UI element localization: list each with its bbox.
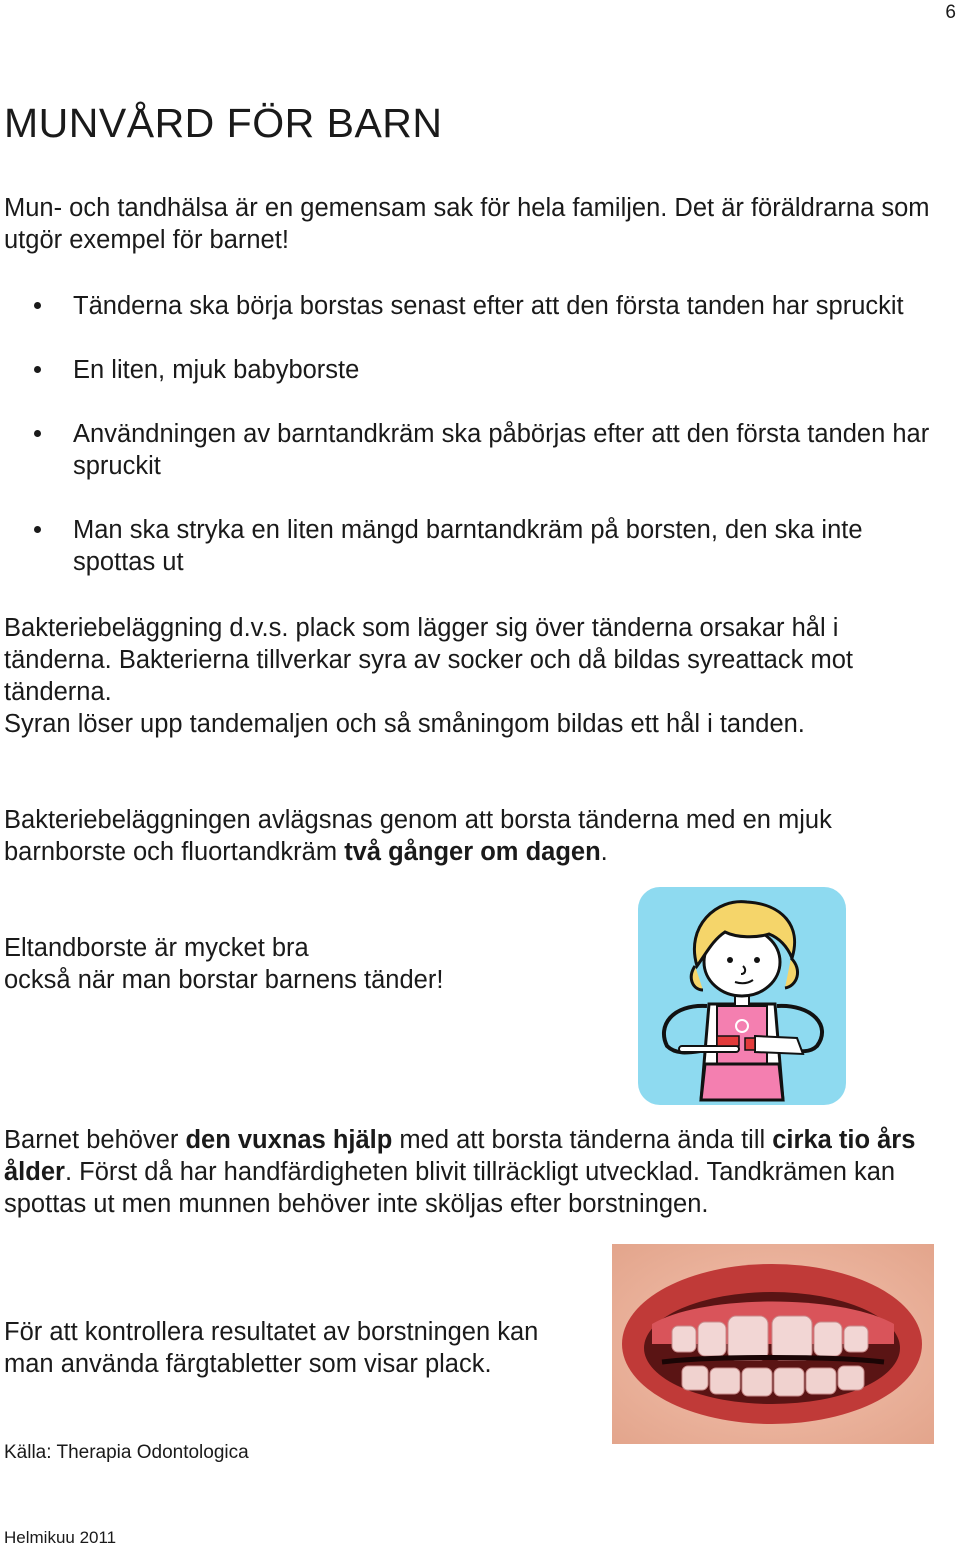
page-number: 6 (945, 2, 956, 23)
child-brushing-illustration (637, 886, 847, 1106)
page-title: MUNVÅRD FÖR BARN (4, 100, 443, 146)
bullet-item: Tänderna ska börja borstas senast efter att den första tanden har spruckit (0, 290, 950, 322)
bullet-dot-icon (34, 302, 41, 309)
bullet-dot-icon (34, 366, 41, 373)
electric-toothbrush-paragraph: Eltandborste är mycket bra också när man borstar barnens tänder! (4, 934, 444, 994)
bullet-item: Användningen av barntandkräm ska påbörjas efter att den första tanden har spruckit (0, 418, 950, 482)
disclosing-tablets-paragraph: För att kontrollera resultatet av borstningen kan man använda färgtabletter som visar plack. (4, 1318, 539, 1378)
source-citation: Källa: Therapia Odontologica (4, 1442, 249, 1463)
bullet-item: En liten, mjuk babyborste (0, 354, 950, 386)
removal-paragraph: Bakteriebeläggningen avlägsnas genom att borsta tänderna med en mjuk barnborste och fluortandkräm två gånger om dagen. (4, 806, 832, 866)
bullet-dot-icon (34, 526, 41, 533)
adult-help-paragraph: Barnet behöver den vuxnas hjälp med att borsta tänderna ända till cirka tio års ålder. Först då har handfärdigheten blivit tillräckligt utvecklad. Tandkrämen kan spottas ut men munnen behöver inte sköljas efter borstningen. (4, 1126, 916, 1218)
plaque-paragraph: Bakteriebeläggning d.v.s. plack som lägger sig över tänderna orsakar hål i tänderna. Bakterierna tillverkar syra av socker och då bildas syreattack mot tänderna. Syran löser upp tandemaljen och så småningom bildas ett hål i tanden. (4, 614, 853, 738)
footer-date: Helmikuu 2011 (4, 1528, 117, 1547)
intro-paragraph: Mun- och tandhälsa är en gemensam sak för hela familjen. Det är föräldrarna som utgör exempel för barnet! (4, 194, 930, 254)
teeth-photo (612, 1244, 934, 1444)
bullet-item: Man ska stryka en liten mängd barntandkräm på borsten, den ska inte spottas ut (0, 514, 950, 578)
bullet-dot-icon (34, 430, 41, 437)
bullet-list (0, 290, 950, 578)
